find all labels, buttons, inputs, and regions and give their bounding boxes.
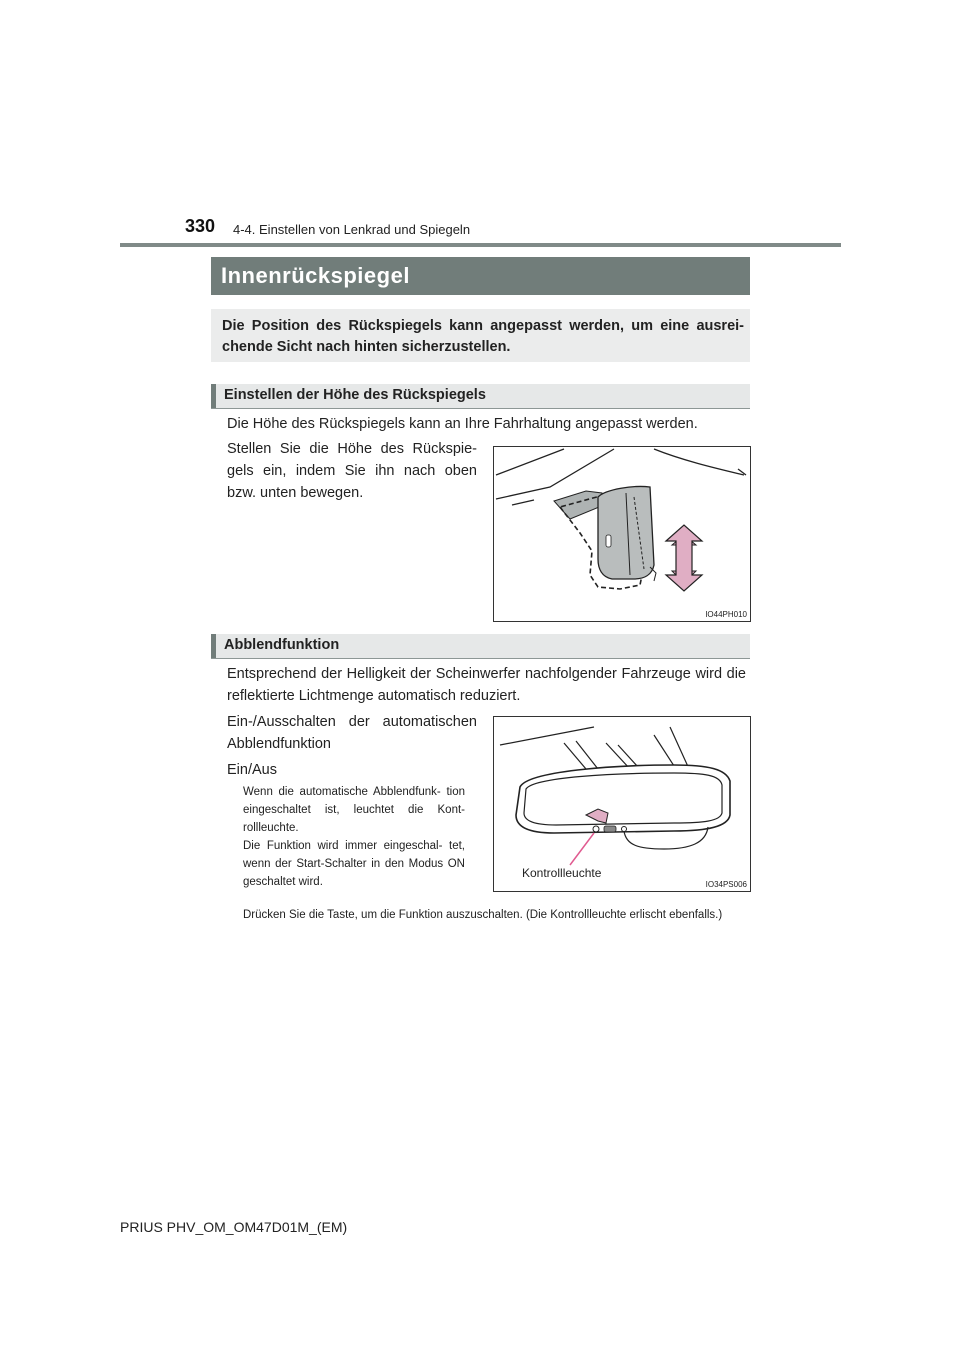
dimming-section-heading [211,634,750,659]
mirror-dimming-figure [493,716,751,892]
heading-marker [211,384,216,408]
dimming-text-1: Entsprechend der Helligkeit der Scheinwerfer nachfolgender Fahrzeuge wird die reflektierte Lichtmenge automatisch reduziert. [227,666,746,704]
page-title: Innenrückspiegel [221,263,410,288]
header-rule [120,243,841,247]
intro-text: Die Position des Rückspiegels kann angepasst werden, um eine ausrei- chende Sicht nach hinten sicherzustellen. [222,318,744,355]
figure-code: IO34PS006 [705,880,747,889]
mirror-dimming-illustration [494,717,750,891]
height-section-heading [211,384,750,409]
mirror-height-figure [493,446,751,622]
onoff-label: Ein/Aus [227,762,277,778]
dimming-text-2: Ein-/Ausschalten der automatischen Abblendfunktion [227,714,477,752]
figure-code: IO44PH010 [705,610,747,619]
height-text-2: Stellen Sie die Höhe des Rückspie- gels ein, indem Sie ihn nach oben bzw. unten bewegen. [227,441,477,501]
note-indicator-on: Wenn die automatische Abblendfunk- tion eingeschaltet ist, leuchtet die Kont- rollleuchte. [243,786,465,834]
footer-document-id: PRIUS PHV_OM_OM47D01M_(EM) [120,1219,348,1235]
indicator-callout-label: Kontrollleuchte [522,866,602,880]
dimming-section-heading-text: Abblendfunktion [224,637,340,653]
note-always-on: Die Funktion wird immer eingeschal- tet, wenn der Start-Schalter in den Modus ON geschaltet wird. [243,840,465,888]
section-reference: 4-4. Einstellen von Lenkrad und Spiegeln [233,222,471,237]
height-text-1: Die Höhe des Rückspiegels kann an Ihre Fahrhaltung angepasst werden. [227,416,698,432]
mirror-height-illustration [494,447,750,621]
page-number: 330 [185,216,216,236]
heading-marker [211,634,216,658]
note-switch-off: Drücken Sie die Taste, um die Funktion auszuschalten. (Die Kontrollleuchte erlischt ebenfalls.) [243,909,723,921]
height-section-heading-text: Einstellen der Höhe des Rückspiegels [224,387,486,403]
